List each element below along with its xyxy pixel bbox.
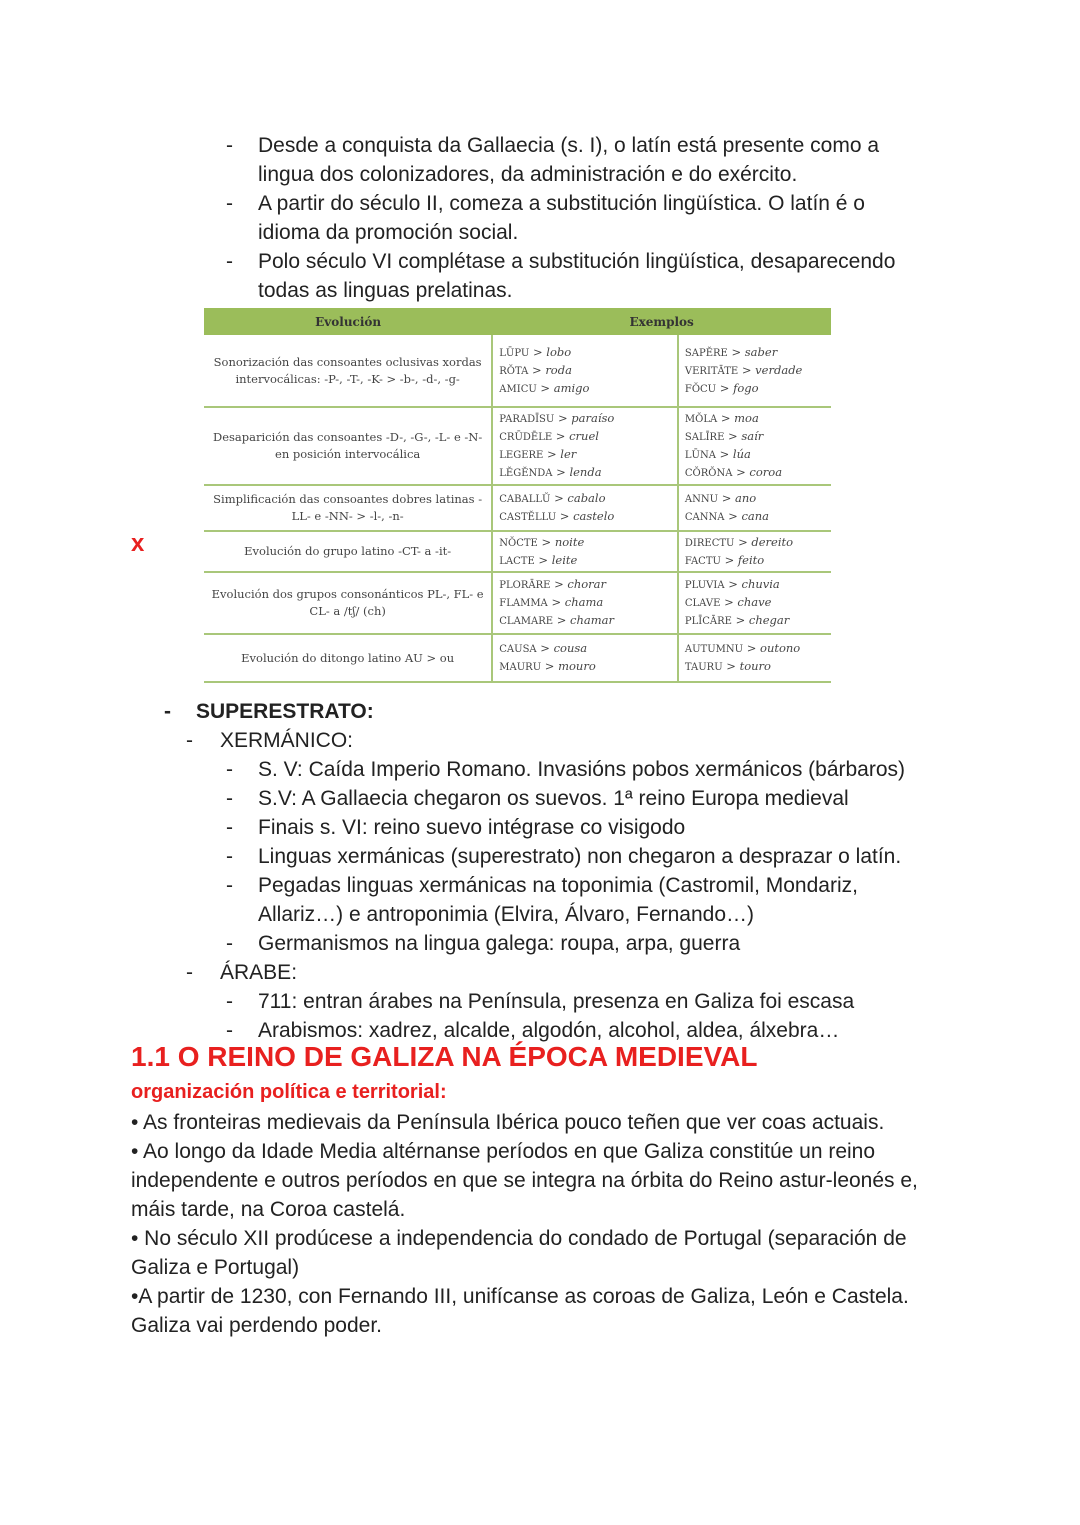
paragraph-line: Galiza e Portugal) xyxy=(131,1256,300,1279)
latin-word: CANNA xyxy=(684,512,725,523)
galician-word: ler xyxy=(560,447,577,461)
list-item-text: Finais s. VI: reino suevo intégrase co visigodo xyxy=(258,816,686,839)
galician-word: chegar xyxy=(748,613,790,627)
example-pair: FŎCU > fogo xyxy=(684,380,759,395)
example-pair: CŎRŎNA > coroa xyxy=(684,465,783,479)
evolution-cell: Sonorización das consoantes oclusivas xordas intervocálicas: -P-, -T-, -K- > -b-, -d-, -g- xyxy=(204,335,492,407)
list-item-text: S. V: Caída Imperio Romano. Invasións pobos xermánicos (bárbaros) xyxy=(258,758,906,781)
examples-cell xyxy=(492,407,678,485)
latin-word: AUTUMNU xyxy=(684,644,744,655)
example-pair: MAURU > mouro xyxy=(499,659,596,673)
latin-word: PLĪCĀRE xyxy=(684,616,732,627)
list-item-text: Polo século VI complétase a substitución lingüística, desaparecendo xyxy=(258,250,896,273)
list-item-text: Pegadas linguas xermánicas na toponimia (Castromil, Mondariz, xyxy=(258,874,858,897)
example-pair: NŎCTE > noite xyxy=(499,534,585,549)
galician-word: lobo xyxy=(546,344,572,359)
galician-word: lúa xyxy=(732,447,751,461)
galician-word: mouro xyxy=(558,659,596,673)
latin-word: LACTE xyxy=(499,555,535,567)
list-item-text: S.V: A Gallaecia chegaron os suevos. 1ª reino Europa medieval xyxy=(258,787,849,810)
table-row xyxy=(204,572,831,634)
list-item-text: Allariz…) e antroponimia (Elvira, Álvaro, Fernando…) xyxy=(258,903,755,926)
latin-word: TAURU xyxy=(684,662,723,673)
dash-bullet: - xyxy=(226,874,233,897)
galician-word: leite xyxy=(551,552,578,567)
list-item-text: Germanismos na lingua galega: roupa, arpa, guerra xyxy=(258,932,741,955)
latin-word: LŪNA xyxy=(684,450,716,461)
example-pair: PLORĀRE > chorar xyxy=(499,577,607,591)
example-pair: VERITĀTE > verdade xyxy=(684,362,803,377)
galician-word: roda xyxy=(545,362,572,377)
list-item-text: idioma da promoción social. xyxy=(258,221,519,244)
latin-word: CABALLŬ xyxy=(499,494,551,505)
galician-word: chama xyxy=(564,595,604,609)
example-pair: CASTĔLLU > castelo xyxy=(499,509,615,523)
paragraph-line: • No século XII prodúcese a independencia do condado de Portugal (separación de xyxy=(131,1227,907,1250)
subsection-title: XERMÁNICO: xyxy=(220,729,354,752)
examples-cell xyxy=(492,531,678,572)
example-pair: LACTE > leite xyxy=(499,552,578,567)
example-pair: AUTUMNU > outono xyxy=(684,641,801,655)
example-pair: CLAVE > chave xyxy=(684,595,772,609)
galician-word: saber xyxy=(744,344,778,359)
latin-word: FŎCU xyxy=(684,383,717,395)
examples-cell xyxy=(678,335,831,407)
galician-word: feito xyxy=(737,552,765,567)
dash-bullet: - xyxy=(226,250,233,273)
example-pair: CRŪDĒLE > cruel xyxy=(499,429,599,443)
latin-word: LŪPU xyxy=(499,347,530,359)
latin-word: LEGERE xyxy=(499,450,544,461)
galician-word: chuvia xyxy=(741,577,780,591)
example-pair: CAUSA > cousa xyxy=(499,641,588,655)
paragraph-line: • Ao longo da Idade Media altérnanse períodos en que Galiza constitúe un reino xyxy=(131,1140,876,1163)
galician-word: fogo xyxy=(733,380,759,395)
dash-bullet: - xyxy=(226,134,233,157)
latin-word: VERITĀTE xyxy=(684,365,739,377)
galician-word: chorar xyxy=(567,577,607,591)
example-pair: PLĪCĀRE > chegar xyxy=(684,613,790,627)
latin-word: CASTĔLLU xyxy=(499,512,557,523)
example-pair: SAPĔRE > saber xyxy=(684,344,778,359)
galician-word: cana xyxy=(741,509,770,523)
latin-word: SAPĔRE xyxy=(684,347,728,359)
example-pair: DIRECTU > dereito xyxy=(684,534,794,549)
latin-word: SALĪRE xyxy=(684,432,725,443)
latin-word: CRŪDĒLE xyxy=(499,432,553,443)
evolution-table xyxy=(204,308,831,683)
table-row xyxy=(204,531,831,572)
latin-word: LĔGĔNDA xyxy=(499,468,553,479)
paragraph-line: •A partir de 1230, con Fernando III, unifícanse as coroas de Galiza, León e Castela. xyxy=(131,1285,909,1308)
list-item-text: todas as linguas prelatinas. xyxy=(258,279,513,302)
paragraph-line: máis tarde, na Coroa castelá. xyxy=(131,1198,406,1221)
example-pair: MŎLA > moa xyxy=(684,411,759,425)
latin-word: PARADĪSU xyxy=(499,414,555,425)
section-subtitle: organización política e territorial: xyxy=(131,1081,447,1103)
dash-bullet: - xyxy=(226,932,233,955)
examples-cell xyxy=(492,335,678,407)
list-item-text: Desde a conquista da Gallaecia (s. I), o latín está presente como a xyxy=(258,134,880,157)
example-pair: CANNA > cana xyxy=(684,509,770,523)
example-pair: LEGERE > ler xyxy=(499,447,577,461)
list-item-text: Arabismos: xadrez, alcalde, algodón, alcohol, aldea, álxebra… xyxy=(258,1019,840,1042)
dash-bullet: - xyxy=(226,816,233,839)
dash-bullet: - xyxy=(226,758,233,781)
example-pair: TAURU > touro xyxy=(684,659,771,673)
examples-cell xyxy=(492,572,678,634)
example-pair: LĔGĔNDA > lenda xyxy=(499,465,602,479)
galician-word: moa xyxy=(734,411,759,425)
examples-cell xyxy=(678,572,831,634)
latin-word: AMICU xyxy=(499,383,537,395)
latin-word: CŎRŎNA xyxy=(684,468,733,479)
latin-word: CLAVE xyxy=(684,598,721,609)
galician-word: verdade xyxy=(755,362,803,377)
latin-word: CAUSA xyxy=(499,644,537,655)
dash-bullet: - xyxy=(226,990,233,1013)
evolution-cell: Evolución do ditongo latino AU > ou xyxy=(204,634,492,682)
latin-word: CLAMARE xyxy=(499,616,554,627)
example-pair: ANNU > ano xyxy=(684,491,757,505)
galician-word: lenda xyxy=(569,465,602,479)
header-evolucion: Evolución xyxy=(204,308,492,335)
dash-bullet: - xyxy=(226,1019,233,1042)
list-item-text: lingua dos colonizadores, da administración e do exército. xyxy=(258,163,798,186)
latin-word: PLORĀRE xyxy=(499,580,551,591)
latin-word: DIRECTU xyxy=(684,537,735,549)
galician-word: cousa xyxy=(553,641,588,655)
evolution-cell: Desaparición das consoantes -D-, -G-, -L- e -N- en posición intervocálica xyxy=(204,407,492,485)
latin-word: MAURU xyxy=(499,662,542,673)
galician-word: castelo xyxy=(573,509,615,523)
galician-word: touro xyxy=(739,659,771,673)
example-pair: LŪPU > lobo xyxy=(499,344,572,359)
galician-word: saír xyxy=(741,429,764,443)
table-row xyxy=(204,634,831,682)
latin-word: FACTU xyxy=(684,555,721,567)
latin-word: ANNU xyxy=(684,494,719,505)
galician-word: cabalo xyxy=(567,491,606,505)
latin-word: MŎLA xyxy=(684,414,718,425)
galician-word: cruel xyxy=(569,429,599,443)
dash-bullet: - xyxy=(186,729,193,752)
example-pair: FACTU > feito xyxy=(684,552,765,567)
galician-word: ano xyxy=(735,491,757,505)
examples-cell xyxy=(492,634,678,682)
latin-word: FLAMMA xyxy=(499,598,548,609)
galician-word: outono xyxy=(760,641,801,655)
galician-word: amigo xyxy=(553,380,590,395)
paragraph-line: independente e outros períodos en que se integra na órbita do Reino astur-leonés e, xyxy=(131,1169,918,1192)
paragraph-line: Galiza vai perdendo poder. xyxy=(131,1314,383,1337)
paragraph-line: • As fronteiras medievais da Península Ibérica pouco teñen que ver coas actuais. xyxy=(131,1111,885,1134)
latin-word: RŎTA xyxy=(499,365,529,377)
example-pair: RŎTA > roda xyxy=(499,362,572,377)
galician-word: paraíso xyxy=(571,411,615,425)
dash-bullet: - xyxy=(226,845,233,868)
list-item-text: 711: entran árabes na Península, presenza en Galiza foi escasa xyxy=(258,990,855,1013)
latin-word: PLUVIA xyxy=(684,580,725,591)
examples-cell xyxy=(678,531,831,572)
galician-word: chave xyxy=(737,595,772,609)
dash-bullet: - xyxy=(226,192,233,215)
example-pair: PARADĪSU > paraíso xyxy=(499,411,615,425)
evolution-cell: Simplificación das consoantes dobres latinas -LL- e -NN- > -l-, -n- xyxy=(204,485,492,531)
examples-cell xyxy=(678,407,831,485)
table-row xyxy=(204,335,831,407)
example-pair: AMICU > amigo xyxy=(499,380,590,395)
latin-word: NŎCTE xyxy=(499,537,538,549)
galician-word: coroa xyxy=(749,465,783,479)
list-item-text: A partir do século II, comeza a substitución lingüística. O latín é o xyxy=(258,192,865,215)
table-row xyxy=(204,485,831,531)
dash-bullet: - xyxy=(186,961,193,984)
example-pair: FLAMMA > chama xyxy=(499,595,604,609)
superestrato-title: SUPERESTRATO: xyxy=(196,700,374,723)
table-row xyxy=(204,407,831,485)
example-pair: CABALLŬ > cabalo xyxy=(499,491,606,505)
examples-cell xyxy=(678,634,831,682)
evolution-cell: Evolución do grupo latino -CT- a -it- xyxy=(204,531,492,572)
examples-cell xyxy=(492,485,678,531)
examples-cell xyxy=(678,485,831,531)
dash-bullet: - xyxy=(226,787,233,810)
list-item-text: Linguas xermánicas (superestrato) non chegaron a desprazar o latín. xyxy=(258,845,902,868)
evolution-cell: Evolución dos grupos consonánticos PL-, FL- e CL- a /tʃ/ (ch) xyxy=(204,572,492,634)
example-pair: LŪNA > lúa xyxy=(684,447,751,461)
dash-bullet: - xyxy=(164,700,171,723)
example-pair: CLAMARE > chamar xyxy=(499,613,615,627)
subsection-title: ÁRABE: xyxy=(220,961,298,984)
example-pair: PLUVIA > chuvia xyxy=(684,577,780,591)
galician-word: chamar xyxy=(570,613,615,627)
header-exemplos: Exemplos xyxy=(492,308,831,335)
galician-word: dereito xyxy=(751,534,794,549)
example-pair: SALĪRE > saír xyxy=(684,429,764,443)
x-mark: x xyxy=(131,530,145,557)
galician-word: noite xyxy=(554,534,585,549)
section-title: 1.1 O REINO DE GALIZA NA ÉPOCA MEDIEVAL xyxy=(131,1041,758,1072)
